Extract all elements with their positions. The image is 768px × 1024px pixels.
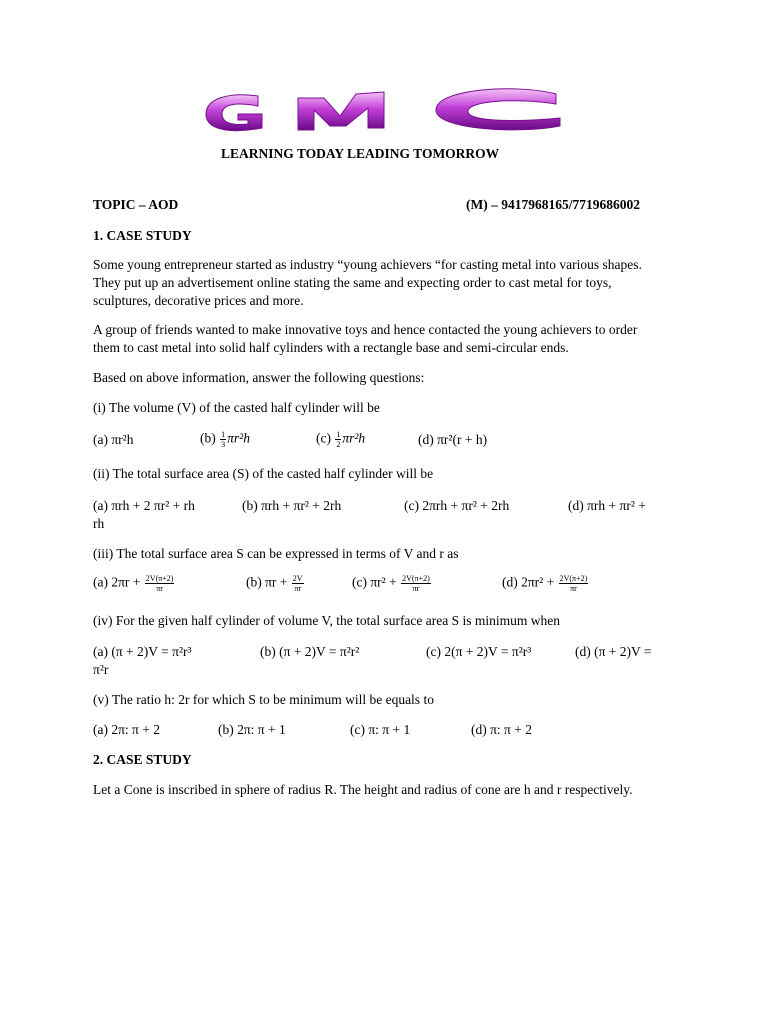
- q2-option-d: (d) πrh + πr² +: [568, 498, 646, 513]
- case1-para2-line2: them to cast metal into solid half cylinders with a rectangle base and semi-circular ends.: [93, 340, 569, 355]
- q3-option-c: (c) πr² + $\frac{2V(\pi+2)}{\pi r}$: [352, 574, 430, 593]
- q1-option-a: (a) πr²h: [93, 432, 134, 447]
- case-study-2-title: 2. CASE STUDY: [93, 752, 192, 767]
- q1-option-d: (d) πr²(r + h): [418, 432, 488, 447]
- mobile-number: (M) – 9417968165/7719686002: [466, 197, 640, 212]
- q3-option-d: (d) 2πr² + $\frac{2V(\pi+2)}{\pi r}$: [502, 574, 588, 593]
- case1-para2-line1: A group of friends wanted to make innovative toys and hence contacted the young achievers to order: [93, 322, 638, 337]
- q2-option-b: (b) πrh + πr² + 2rh: [242, 498, 342, 513]
- q5-option-d: (d) π: π + 2: [471, 722, 532, 737]
- case2-para1: Let a Cone is inscribed in sphere of radius R. The height and radius of cone are h and r respectively.: [93, 782, 633, 797]
- q2-option-c: (c) 2πrh + πr² + 2rh: [404, 498, 510, 513]
- q2-option-d-continued: rh: [93, 516, 105, 531]
- q4-option-c: (c) 2(π + 2)V = π²r³: [426, 644, 532, 659]
- q4-option-d-continued: π²r: [93, 662, 109, 677]
- question-2: (ii) The total surface area (S) of the casted half cylinder will be: [93, 466, 434, 481]
- q5-option-c: (c) π: π + 1: [350, 722, 411, 737]
- q2-option-a: (a) πrh + 2 πr² + rh: [93, 498, 195, 513]
- q3-option-b: (b) πr + $\frac{2V}{\pi r}$: [246, 574, 303, 593]
- question-1: (i) The volume (V) of the casted half cylinder will be: [93, 400, 380, 415]
- case1-para1-line1: Some young entrepreneur started as industry “young achievers “for casting metal into various shapes.: [93, 257, 642, 272]
- tagline: LEARNING TODAY LEADING TOMORROW: [221, 146, 500, 161]
- q1-option-b: (b) $\frac{1}{3}$ πr²h: [200, 430, 250, 449]
- question-4: (iv) For the given half cylinder of volume V, the total surface area S is minimum when: [93, 613, 561, 628]
- case1-para1-line3: sculptures, decorative prices and more.: [93, 293, 304, 308]
- question-5: (v) The ratio h: 2r for which S to be minimum will be equals to: [93, 692, 434, 707]
- q3-option-a: (a) 2πr + $\frac{2V(\pi+2)}{\pi r}$: [93, 574, 174, 593]
- gmc-logo: [200, 84, 570, 138]
- q5-option-a: (a) 2π: π + 2: [93, 722, 160, 737]
- question-3: (iii) The total surface area S can be expressed in terms of V and r as: [93, 546, 459, 561]
- q4-option-d: (d) (π + 2)V =: [575, 644, 652, 659]
- gmc-logo-art: [200, 84, 570, 138]
- case-study-1-title: 1. CASE STUDY: [93, 228, 192, 243]
- topic-label: TOPIC – AOD: [93, 197, 179, 212]
- q4-option-a: (a) (π + 2)V = π²r³: [93, 644, 192, 659]
- instruction: Based on above information, answer the following questions:: [93, 370, 425, 385]
- case1-para1-line2: They put up an advertisement online stating the same and expecting order to cast metal for toys,: [93, 275, 612, 290]
- q1-option-c: (c) $\frac{1}{2}$ πr²h: [316, 430, 366, 449]
- q4-option-b: (b) (π + 2)V = π²r²: [260, 644, 360, 659]
- q5-option-b: (b) 2π: π + 1: [218, 722, 286, 737]
